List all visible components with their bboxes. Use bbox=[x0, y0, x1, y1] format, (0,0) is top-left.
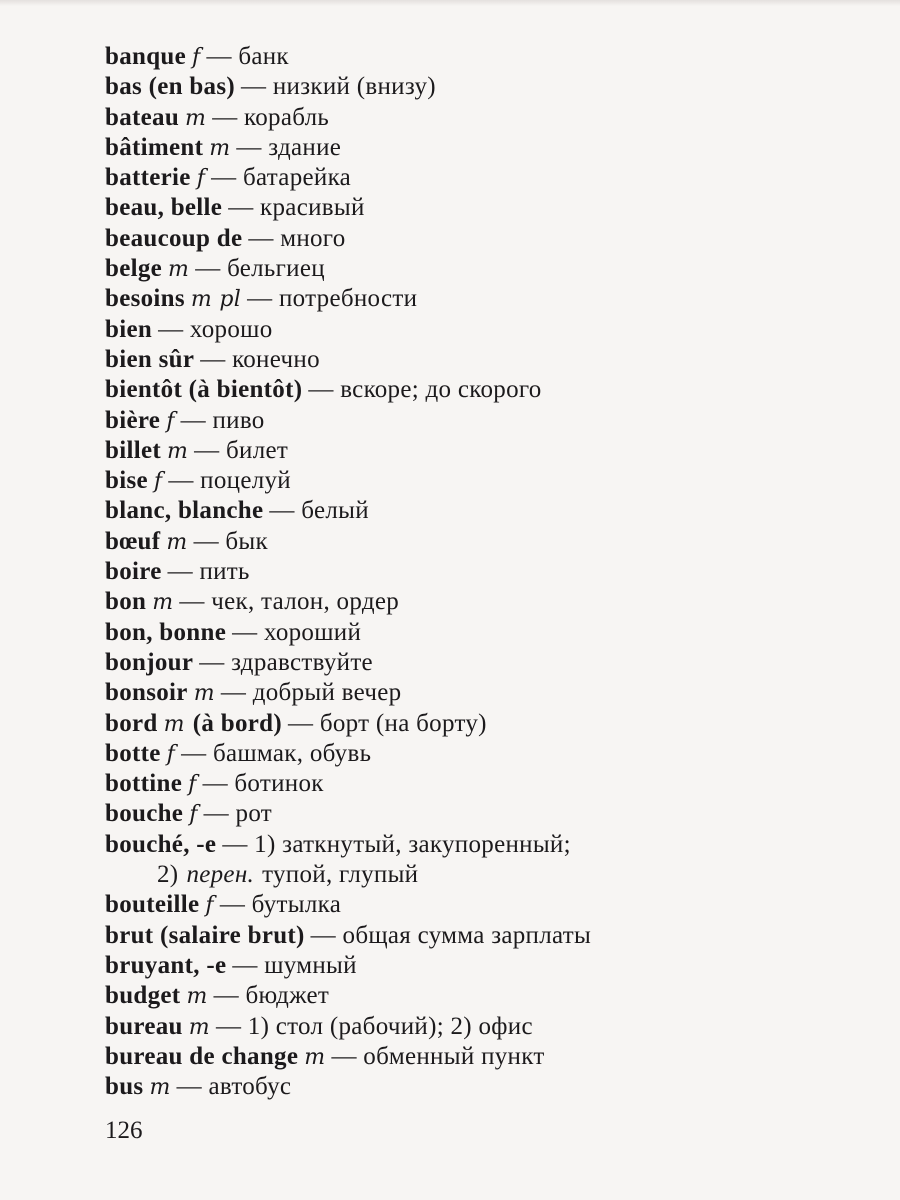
entry-term: bon bbox=[105, 588, 147, 616]
dictionary-entry bbox=[105, 133, 865, 163]
entry-gender: m bbox=[304, 1044, 326, 1070]
dictionary-entry bbox=[105, 981, 865, 1011]
entry-definition: — билет bbox=[194, 436, 289, 464]
entry-term: besoins bbox=[105, 285, 185, 313]
entry-gender: m bbox=[163, 711, 185, 737]
dictionary-entry bbox=[105, 951, 865, 981]
entry-gender: f bbox=[166, 741, 176, 767]
entry-term: bière bbox=[105, 406, 161, 434]
entry-definition: — банк bbox=[206, 43, 289, 70]
entry-gender: m bbox=[193, 681, 215, 707]
entry-term: bruyant, -e bbox=[105, 951, 227, 979]
usage-note: перен. bbox=[186, 861, 255, 889]
entry-definition: — батарейка bbox=[211, 164, 352, 192]
entry-gender: m bbox=[152, 590, 174, 616]
entry-definition: — 1) стол (рабочий); 2) офис bbox=[215, 1012, 533, 1040]
entry-term: blanc, blanche bbox=[105, 497, 264, 525]
entry-definition: — чек, талон, ордер bbox=[179, 588, 400, 616]
entry-definition: — здание bbox=[236, 133, 342, 161]
sense-definition: тупой, глупый bbox=[262, 861, 419, 889]
entry-term: bâtiment bbox=[105, 133, 204, 161]
entry-term: bœuf bbox=[105, 527, 161, 555]
entry-term: bouché, -e bbox=[105, 830, 217, 858]
entry-gender: m bbox=[166, 529, 188, 555]
dictionary-entry bbox=[105, 436, 865, 466]
dictionary-entry bbox=[105, 406, 865, 436]
entry-gender: f bbox=[189, 802, 198, 828]
entry-definition: — борт (на борту) bbox=[288, 709, 487, 737]
entry-term: bas (en bas) bbox=[105, 73, 236, 101]
entry-gender: f bbox=[192, 45, 201, 70]
dictionary-entry bbox=[105, 315, 865, 345]
entry-term: bon, bonne bbox=[105, 618, 227, 646]
dictionary-entry bbox=[105, 799, 865, 829]
entry-term: bien sûr bbox=[105, 345, 195, 373]
dictionary-entry bbox=[105, 769, 865, 799]
dictionary-entry bbox=[105, 284, 865, 314]
entry-definition: — шумный bbox=[232, 951, 357, 979]
entry-gender: f bbox=[166, 408, 175, 434]
entry-term: botte bbox=[105, 739, 161, 767]
entry-term: bientôt (à bientôt) bbox=[105, 376, 303, 404]
entry-definition: — пить bbox=[167, 558, 250, 586]
entry-term: beau, belle bbox=[105, 194, 223, 222]
entry-continuation bbox=[105, 860, 865, 890]
entry-definition: — обменный пункт bbox=[331, 1042, 545, 1070]
entry-term: belge bbox=[105, 255, 163, 283]
entry-term: bureau de change bbox=[105, 1042, 299, 1070]
entry-definition: — автобус bbox=[176, 1073, 292, 1101]
entry-gender: m pl bbox=[190, 287, 242, 313]
entry-gender: m bbox=[188, 1014, 210, 1040]
entry-gender: m bbox=[166, 438, 189, 464]
entry-term: bateau bbox=[105, 103, 180, 131]
entry-gender: m bbox=[209, 135, 231, 161]
entry-term: billet bbox=[105, 436, 161, 464]
entry-gender: f bbox=[153, 469, 163, 495]
entry-definition: — бык bbox=[193, 527, 268, 555]
entry-definition: — 1) заткнутый, закупоренный; bbox=[222, 830, 571, 858]
entry-definition: — корабль bbox=[212, 103, 330, 131]
entry-definition: — рот bbox=[203, 800, 273, 828]
entry-definition: — добрый вечер bbox=[220, 679, 402, 707]
entry-definition: — низкий (внизу) bbox=[241, 73, 436, 101]
sense-number: 2) bbox=[157, 861, 179, 889]
dictionary-entry bbox=[105, 193, 865, 223]
entry-term: bus bbox=[105, 1073, 144, 1101]
entry-gender: m bbox=[168, 257, 190, 283]
dictionary-entry bbox=[105, 72, 865, 102]
dictionary-entry bbox=[105, 42, 865, 72]
entry-definition: — много bbox=[248, 224, 346, 252]
dictionary-entry bbox=[105, 648, 865, 678]
entry-term: bureau bbox=[105, 1012, 183, 1040]
page-fold-shadow bbox=[0, 0, 900, 6]
dictionary-entry bbox=[105, 1012, 865, 1042]
dictionary-entry bbox=[105, 103, 865, 133]
entry-term-extra: (à bord) bbox=[192, 709, 282, 737]
entry-definition: — общая сумма зарплаты bbox=[310, 921, 592, 949]
entry-gender: f bbox=[196, 166, 206, 192]
entry-term: batterie bbox=[105, 164, 191, 192]
entry-definition: — белый bbox=[269, 497, 369, 525]
dictionary-entry bbox=[105, 254, 865, 284]
dictionary-entry bbox=[105, 587, 865, 617]
entry-term: bonsoir bbox=[105, 679, 188, 707]
dictionary-entry bbox=[105, 618, 865, 648]
dictionary-entry bbox=[105, 739, 865, 769]
dictionary-entry bbox=[105, 496, 865, 526]
dictionary-entry bbox=[105, 466, 865, 496]
dictionary-entry bbox=[105, 375, 865, 405]
page-number: 126 bbox=[105, 1117, 143, 1144]
entry-term: bouche bbox=[105, 800, 184, 828]
dictionary-entry bbox=[105, 527, 865, 557]
entry-term: brut (salaire brut) bbox=[105, 921, 305, 949]
entry-term: bonjour bbox=[105, 648, 194, 676]
entry-gender: m bbox=[186, 984, 208, 1010]
entry-definition: — башмак, обувь bbox=[181, 739, 372, 767]
entry-term: bise bbox=[105, 467, 148, 495]
dictionary-entry bbox=[105, 890, 865, 920]
entry-definition: — хорошо bbox=[158, 315, 273, 343]
entry-definition: — конечно bbox=[200, 345, 320, 373]
entry-definition: — бюджет bbox=[213, 982, 330, 1010]
dictionary-entries bbox=[105, 42, 865, 1102]
entry-definition: — потребности bbox=[247, 285, 418, 313]
entry-term: banque bbox=[105, 43, 187, 70]
entry-term: bord bbox=[105, 709, 158, 737]
dictionary-entry bbox=[105, 163, 865, 193]
entry-definition: — хороший bbox=[232, 618, 362, 646]
entry-term: boire bbox=[105, 558, 162, 586]
entry-definition: — пиво bbox=[180, 406, 265, 434]
entry-definition: — бельгиец bbox=[195, 255, 325, 283]
entry-definition: — бутылка bbox=[219, 891, 342, 919]
entry-definition: — красивый bbox=[228, 194, 365, 222]
dictionary-entry bbox=[105, 1072, 865, 1102]
entry-term: budget bbox=[105, 982, 181, 1010]
dictionary-entry bbox=[105, 557, 865, 587]
entry-definition: — ботинок bbox=[202, 770, 324, 798]
entry-definition: — здравствуйте bbox=[199, 648, 373, 676]
entry-definition: — поцелуй bbox=[168, 467, 291, 495]
entry-gender: m bbox=[185, 105, 207, 131]
entry-gender: f bbox=[188, 772, 197, 798]
dictionary-entry bbox=[105, 709, 865, 739]
dictionary-entry bbox=[105, 830, 865, 860]
entry-term: bouteille bbox=[105, 891, 200, 919]
dictionary-entry bbox=[105, 1042, 865, 1072]
dictionary-entry bbox=[105, 224, 865, 254]
dictionary-entry bbox=[105, 678, 865, 708]
entry-gender: f bbox=[205, 893, 214, 919]
entry-definition: — вскоре; до скорого bbox=[308, 376, 542, 404]
entry-term: bien bbox=[105, 315, 153, 343]
dictionary-entry bbox=[105, 921, 865, 951]
entry-gender: m bbox=[149, 1075, 171, 1101]
entry-term: beaucoup de bbox=[105, 224, 243, 252]
entry-term: bottine bbox=[105, 770, 183, 798]
dictionary-entry bbox=[105, 345, 865, 375]
